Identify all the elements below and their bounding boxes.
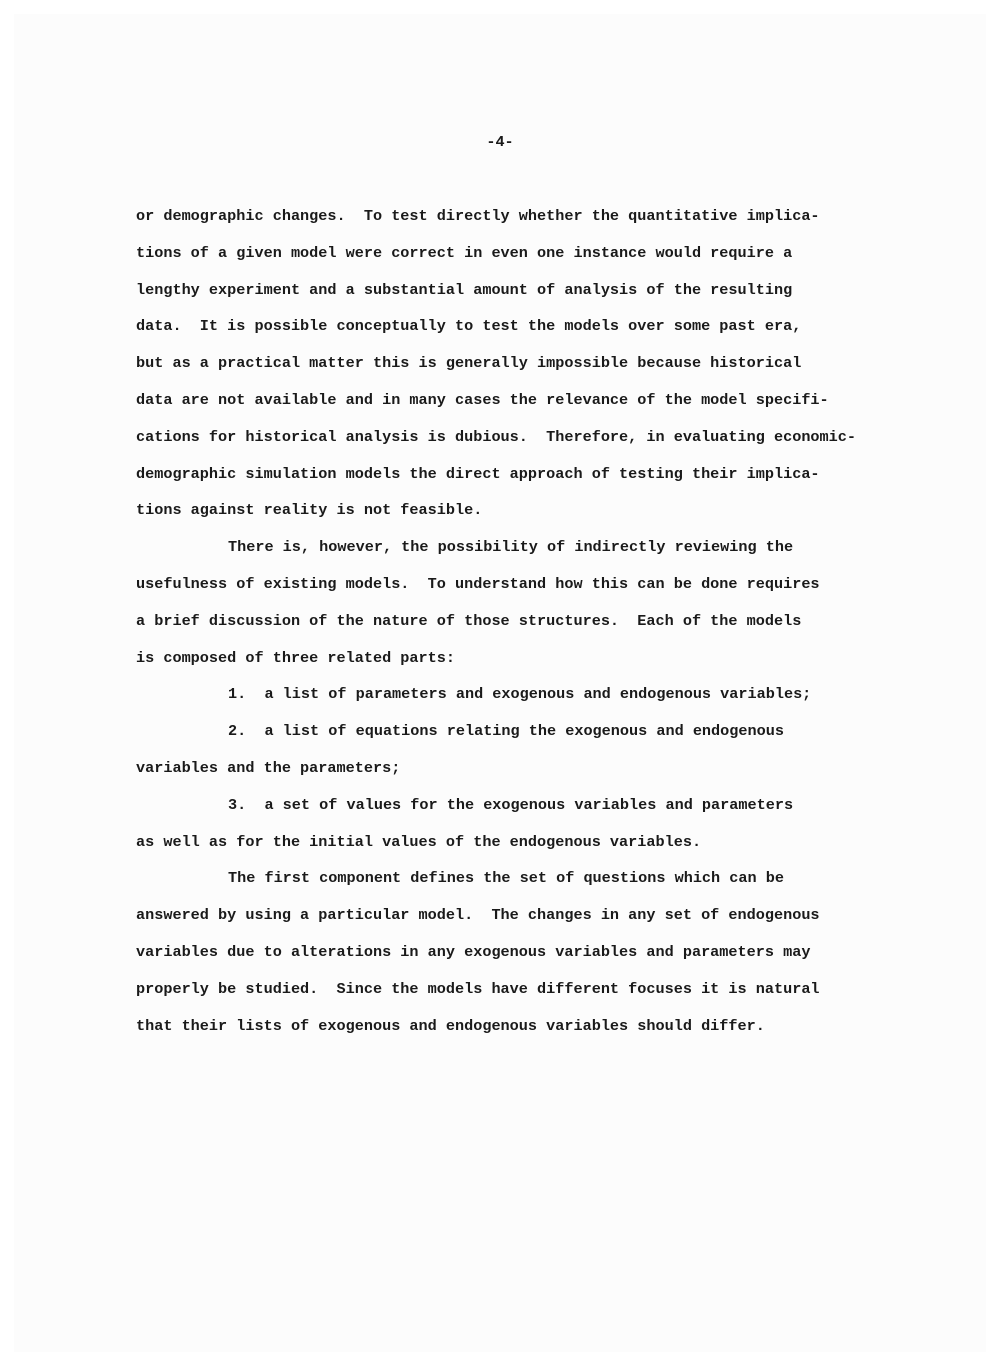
text-line: tions of a given model were correct in even one instance would require a: [136, 243, 793, 262]
text-line: data are not available and in many cases the relevance of the model specifi-: [136, 390, 829, 409]
text-line: variables due to alterations in any exogenous variables and parameters may: [136, 942, 811, 961]
text-line: a brief discussion of the nature of those structures. Each of the models: [136, 611, 802, 630]
text-line: is composed of three related parts:: [136, 648, 455, 667]
text-line: 1. a list of parameters and exogenous and endogenous variables;: [228, 685, 812, 704]
text-line: 3. a set of values for the exogenous variables and parameters: [228, 795, 794, 814]
text-line: cations for historical analysis is dubious. Therefore, in evaluating economic-: [136, 427, 857, 446]
text-line: as well as for the initial values of the endogenous variables.: [136, 832, 702, 851]
page-number: -4-: [486, 133, 514, 151]
text-line: data. It is possible conceptually to test the models over some past era,: [136, 317, 802, 336]
text-line: There is, however, the possibility of indirectly reviewing the: [228, 538, 794, 557]
text-line: lengthy experiment and a substantial amount of analysis of the resulting: [136, 280, 793, 299]
text-line: answered by using a particular model. The changes in any set of endogenous: [136, 906, 820, 925]
text-line: 2. a list of equations relating the exogenous and endogenous: [228, 722, 784, 741]
text-line: that their lists of exogenous and endogenous variables should differ.: [136, 1016, 765, 1035]
text-line: but as a practical matter this is generally impossible because historical: [136, 354, 802, 373]
text-line: properly be studied. Since the models have different focuses it is natural: [136, 979, 820, 998]
text-line: or demographic changes. To test directly whether the quantitative implica-: [136, 207, 820, 225]
text-line: demographic simulation models the direct approach of testing their implica-: [136, 464, 820, 483]
text-line: tions against reality is not feasible.: [136, 501, 483, 520]
text-line: The first component defines the set of questions which can be: [228, 869, 784, 888]
text-line: variables and the parameters;: [136, 758, 401, 777]
body-text: [136, 205, 856, 1051]
text-line: usefulness of existing models. To understand how this can be done requires: [136, 574, 820, 593]
